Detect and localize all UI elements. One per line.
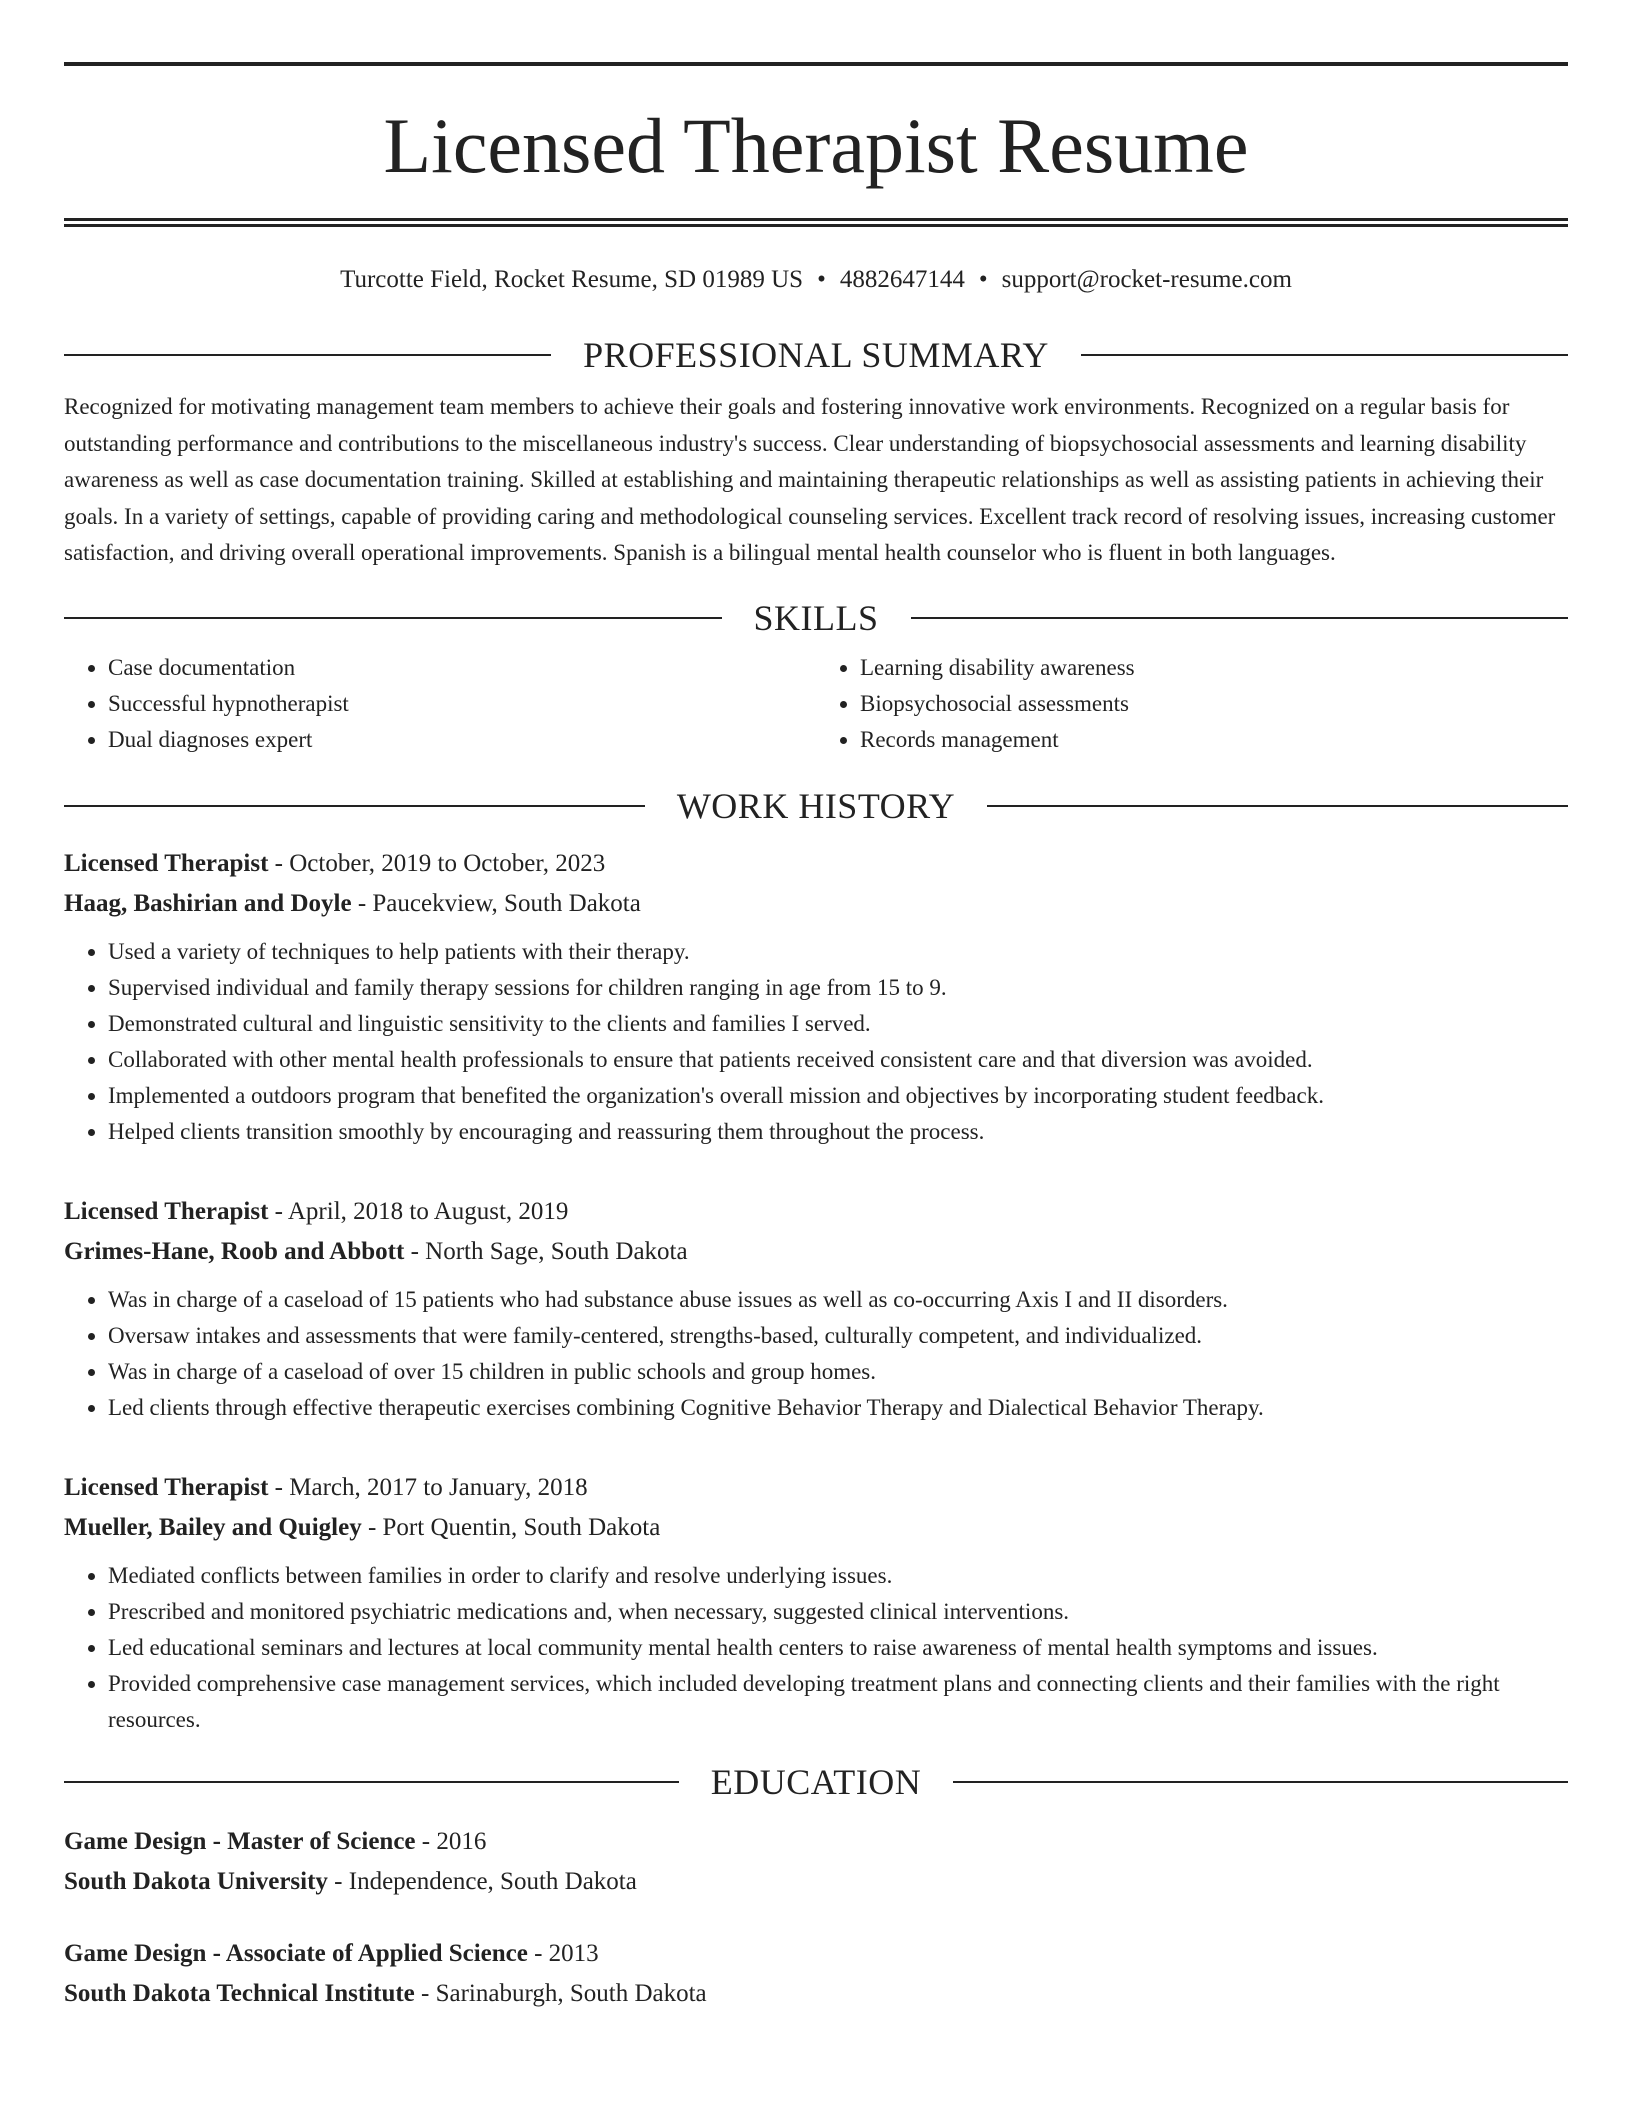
job-location: - Port Quentin, South Dakota bbox=[361, 1513, 661, 1541]
skills-column-right bbox=[816, 650, 1568, 758]
education-school-line bbox=[64, 1862, 1568, 1902]
education-year: - 2013 bbox=[527, 1939, 599, 1967]
job-bullet: • Was in charge of a caseload of 15 patients who had substance abuse issues as well as co-occurring Axis I and II disorders. bbox=[108, 1282, 1568, 1318]
job-bullet: • Provided comprehensive case management services, which included developing treatment plans and connecting clients and their families with the right resources. bbox=[108, 1666, 1568, 1738]
contact-line bbox=[64, 263, 1568, 297]
job-entry bbox=[64, 1192, 1568, 1426]
heading-rule bbox=[64, 617, 722, 619]
job-bullets bbox=[64, 1282, 1568, 1426]
top-rule bbox=[64, 62, 1568, 66]
job-bullet: • Demonstrated cultural and linguistic sensitivity to the clients and families I served. bbox=[108, 1006, 1568, 1042]
job-title-line bbox=[64, 1468, 1568, 1508]
job-company-line bbox=[64, 884, 1568, 924]
job-bullet: • Prescribed and monitored psychiatric medications and, when necessary, suggested clinical interventions. bbox=[108, 1594, 1568, 1630]
job-company: Haag, Bashirian and Doyle bbox=[64, 889, 352, 917]
job-bullet: • Mediated conflicts between families in order to clarify and resolve underlying issues. bbox=[108, 1558, 1568, 1594]
job-company: Mueller, Bailey and Quigley bbox=[64, 1513, 362, 1541]
skill-item: • Learning disability awareness bbox=[860, 650, 1568, 686]
education-location: - Independence, South Dakota bbox=[327, 1867, 637, 1895]
section-title: SKILLS bbox=[753, 597, 879, 638]
skills-list bbox=[64, 650, 1568, 758]
job-title-line bbox=[64, 1192, 1568, 1232]
section-title: WORK HISTORY bbox=[676, 785, 956, 826]
education-degree: Game Design - Master of Science bbox=[64, 1827, 416, 1855]
job-dates: - March, 2017 to January, 2018 bbox=[268, 1473, 588, 1501]
heading-rule bbox=[64, 354, 551, 356]
education-degree: Game Design - Associate of Applied Science bbox=[64, 1939, 528, 1967]
education-entry bbox=[64, 1822, 1568, 1902]
job-bullet: • Implemented a outdoors program that benefited the organization's overall mission and objectives by incorporating student feedback. bbox=[108, 1078, 1568, 1114]
job-entry bbox=[64, 1468, 1568, 1738]
skill-item: • Dual diagnoses expert bbox=[108, 722, 816, 758]
job-bullets bbox=[64, 934, 1568, 1150]
skill-item: • Case documentation bbox=[108, 650, 816, 686]
job-title: Licensed Therapist bbox=[64, 1197, 269, 1225]
education-year: - 2016 bbox=[415, 1827, 487, 1855]
section-title: EDUCATION bbox=[710, 1761, 922, 1802]
skill-item: • Biopsychosocial assessments bbox=[860, 686, 1568, 722]
summary-section-heading bbox=[64, 331, 1568, 379]
job-bullet: • Collaborated with other mental health professionals to ensure that patients received consistent care and that diversion was avoided. bbox=[108, 1042, 1568, 1078]
job-bullet: • Helped clients transition smoothly by encouraging and reassuring them throughout the process. bbox=[108, 1114, 1568, 1150]
job-company-line bbox=[64, 1508, 1568, 1548]
job-title: Licensed Therapist bbox=[64, 849, 269, 877]
job-company: Grimes-Hane, Roob and Abbott bbox=[64, 1237, 405, 1265]
education-school: South Dakota University bbox=[64, 1867, 328, 1895]
education-entry bbox=[64, 1934, 1568, 2014]
job-bullet: • Led clients through effective therapeutic exercises combining Cognitive Behavior Therapy and Dialectical Behavior Therapy. bbox=[108, 1390, 1568, 1426]
education-location: - Sarinaburgh, South Dakota bbox=[414, 1979, 707, 2007]
job-dates: - October, 2019 to October, 2023 bbox=[268, 849, 606, 877]
heading-rule bbox=[64, 1781, 679, 1783]
work-section-heading bbox=[64, 782, 1568, 830]
contact-separator: • bbox=[817, 266, 826, 293]
job-title-line bbox=[64, 844, 1568, 884]
job-bullet: • Supervised individual and family therapy sessions for children ranging in age from 15 to 9. bbox=[108, 970, 1568, 1006]
contact-address: Turcotte Field, Rocket Resume, SD 01989 US bbox=[340, 266, 804, 293]
job-title: Licensed Therapist bbox=[64, 1473, 269, 1501]
skills-section-heading bbox=[64, 594, 1568, 642]
education-degree-line bbox=[64, 1822, 1568, 1862]
job-location: - North Sage, South Dakota bbox=[404, 1237, 688, 1265]
education-school-line bbox=[64, 1974, 1568, 2014]
heading-rule bbox=[911, 617, 1569, 619]
job-dates: - April, 2018 to August, 2019 bbox=[268, 1197, 569, 1225]
section-title: PROFESSIONAL SUMMARY bbox=[583, 335, 1049, 375]
job-location: - Paucekview, South Dakota bbox=[351, 889, 641, 917]
job-entry bbox=[64, 844, 1568, 1150]
heading-rule bbox=[1081, 354, 1568, 356]
skill-item: • Successful hypnotherapist bbox=[108, 686, 816, 722]
heading-rule bbox=[64, 805, 645, 807]
education-school: South Dakota Technical Institute bbox=[64, 1979, 415, 2007]
education-degree-line bbox=[64, 1934, 1568, 1974]
title-double-rule bbox=[64, 218, 1568, 227]
page-title: Licensed Therapist Resume bbox=[383, 102, 1249, 189]
skill-item: • Records management bbox=[860, 722, 1568, 758]
contact-separator: • bbox=[978, 266, 988, 293]
education-section-heading bbox=[64, 1758, 1568, 1806]
job-bullet: • Used a variety of techniques to help patients with their therapy. bbox=[108, 934, 1568, 970]
summary-text: Recognized for motivating management team members to achieve their goals and fostering innovative work environments. Recognized on a regular basis for outstanding performance and contributions to the miscellaneous industry's success. Clear understanding of biopsychosocial assessments and learning disability awareness as well as case documentation training. Skilled at establishing and maintaining therapeutic relationships as well as assisting patients in achieving their goals. In a variety of settings, capable of providing caring and methodological counseling services. Excellent track record of resolving issues, increasing customer satisfaction, and driving overall operational improvements. Spanish is a bilingual mental health counselor who is fluent in both languages. bbox=[64, 394, 1556, 565]
job-bullets bbox=[64, 1558, 1568, 1738]
job-bullet: • Oversaw intakes and assessments that were family-centered, strengths-based, culturally competent, and individualized. bbox=[108, 1318, 1568, 1354]
job-company-line bbox=[64, 1232, 1568, 1272]
heading-rule bbox=[953, 1781, 1568, 1783]
job-bullet: • Was in charge of a caseload of over 15 children in public schools and group homes. bbox=[108, 1354, 1568, 1390]
contact-email: support@rocket-resume.com bbox=[1001, 266, 1292, 293]
contact-phone: 4882647144 bbox=[839, 266, 965, 293]
skills-column-left bbox=[64, 650, 816, 758]
heading-rule bbox=[987, 805, 1568, 807]
job-bullet: • Led educational seminars and lectures at local community mental health centers to raise awareness of mental health symptoms and issues. bbox=[108, 1630, 1568, 1666]
